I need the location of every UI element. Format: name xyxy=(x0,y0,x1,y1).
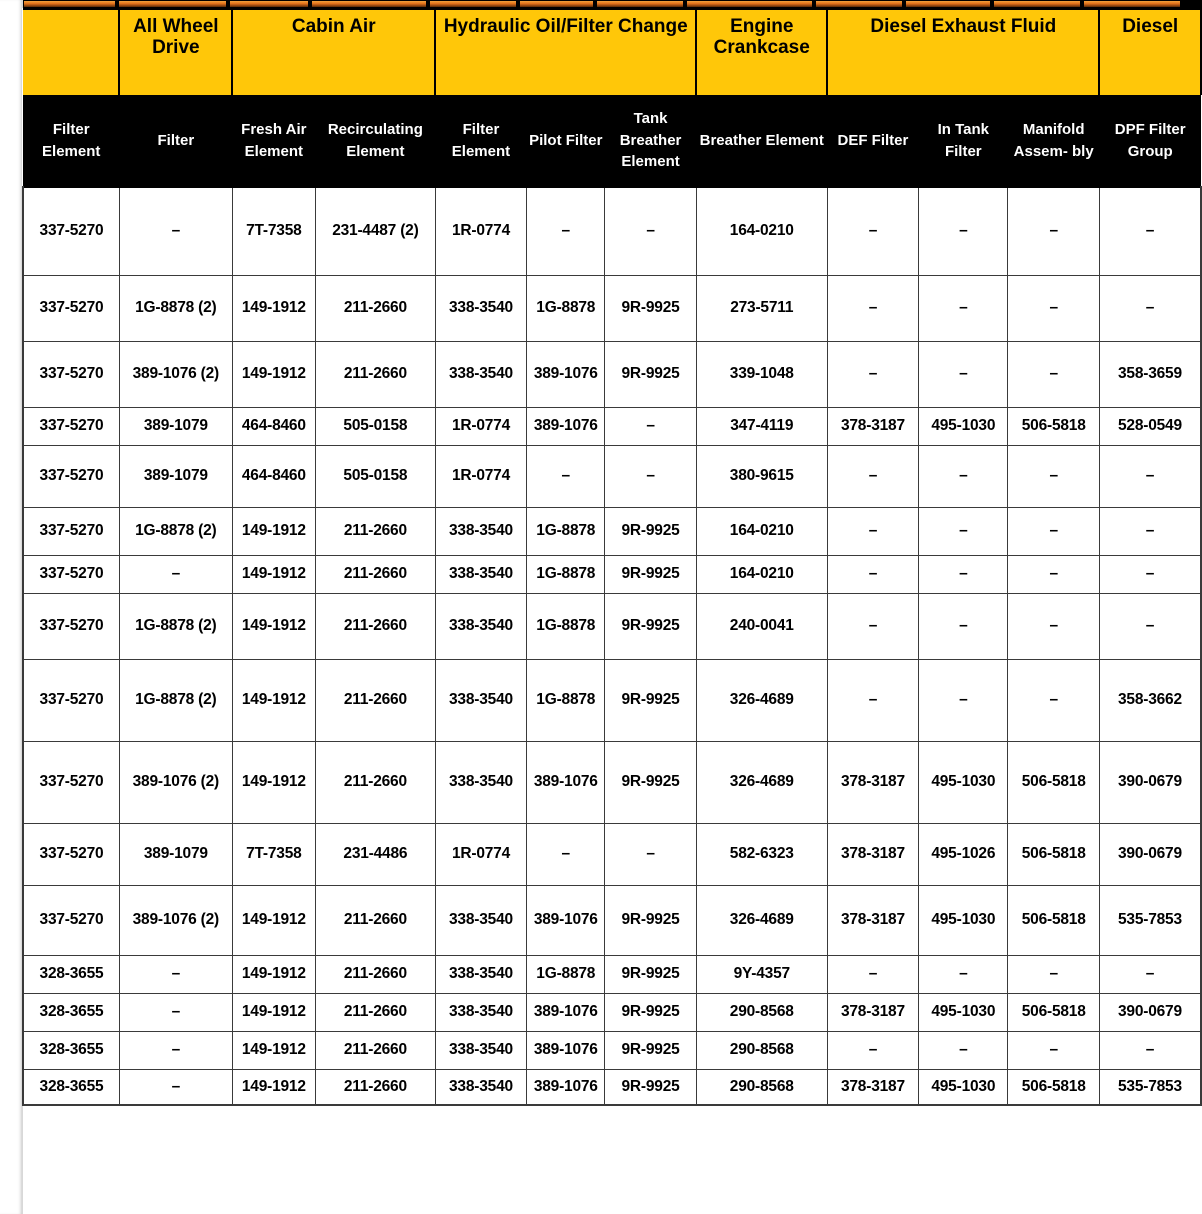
table-cell: 211-2660 xyxy=(315,341,435,407)
table-cell: 389-1076 xyxy=(527,1069,605,1105)
table-cell: – xyxy=(1099,187,1201,275)
table-cell: – xyxy=(919,187,1008,275)
table-cell: – xyxy=(1099,555,1201,593)
table-cell: 338-3540 xyxy=(435,659,526,741)
table-cell: 337-5270 xyxy=(23,593,119,659)
table-cell: 328-3655 xyxy=(23,955,119,993)
table-cell: – xyxy=(1008,555,1099,593)
table-cell: – xyxy=(919,341,1008,407)
table-cell: 389-1076 xyxy=(527,993,605,1031)
table-cell: 9R-9925 xyxy=(605,275,696,341)
table-cell: – xyxy=(119,1069,232,1105)
table-cell: 378-3187 xyxy=(827,1069,918,1105)
table-cell: 9R-9925 xyxy=(605,341,696,407)
table-row xyxy=(23,555,1201,593)
table-cell: 535-7853 xyxy=(1099,1069,1201,1105)
table-cell: – xyxy=(1008,275,1099,341)
table-cell: – xyxy=(827,187,918,275)
table-cell: 328-3655 xyxy=(23,1069,119,1105)
sliver-cell xyxy=(24,1,115,7)
table-cell: 9R-9925 xyxy=(605,885,696,955)
table-cell: 389-1076 xyxy=(527,341,605,407)
table-cell: – xyxy=(827,507,918,555)
table-cell: 337-5270 xyxy=(23,741,119,823)
sliver-cell xyxy=(119,1,226,7)
table-cell: 326-4689 xyxy=(696,659,827,741)
column-header-row xyxy=(23,95,1201,187)
column-header-0: Filter Element xyxy=(23,95,119,187)
table-cell: 505-0158 xyxy=(315,407,435,445)
cut-off-row-sliver xyxy=(0,0,1202,8)
table-cell: 337-5270 xyxy=(23,407,119,445)
column-header-8: DEF Filter xyxy=(827,95,918,187)
table-cell: 338-3540 xyxy=(435,955,526,993)
table-cell: 240-0041 xyxy=(696,593,827,659)
table-cell: – xyxy=(827,445,918,507)
table-cell: 1G-8878 xyxy=(527,659,605,741)
filter-reference-table xyxy=(22,8,1202,1106)
table-cell: 338-3540 xyxy=(435,993,526,1031)
table-cell: 1G-8878 (2) xyxy=(119,275,232,341)
table-row xyxy=(23,275,1201,341)
table-cell: 1R-0774 xyxy=(435,445,526,507)
table-cell: 338-3540 xyxy=(435,507,526,555)
table-cell: 339-1048 xyxy=(696,341,827,407)
table-cell: 389-1076 xyxy=(527,1031,605,1069)
table-cell: – xyxy=(827,659,918,741)
table-cell: – xyxy=(1008,445,1099,507)
table-cell: 9R-9925 xyxy=(605,1031,696,1069)
table-row xyxy=(23,955,1201,993)
table-cell: 464-8460 xyxy=(232,445,315,507)
table-row xyxy=(23,823,1201,885)
table-cell: 338-3540 xyxy=(435,741,526,823)
table-cell: 9R-9925 xyxy=(605,659,696,741)
table-cell: 211-2660 xyxy=(315,659,435,741)
table-cell: 338-3540 xyxy=(435,555,526,593)
sliver-cell xyxy=(687,1,812,7)
table-cell: – xyxy=(919,507,1008,555)
table-cell: 290-8568 xyxy=(696,1031,827,1069)
table-row xyxy=(23,993,1201,1031)
table-cell: 326-4689 xyxy=(696,741,827,823)
column-header-7: Breather Element xyxy=(696,95,827,187)
table-cell: – xyxy=(1099,275,1201,341)
table-cell: – xyxy=(527,187,605,275)
group-engine-crankcase: Engine Crankcase xyxy=(696,9,827,95)
table-cell: 1R-0774 xyxy=(435,407,526,445)
table-cell: 338-3540 xyxy=(435,1069,526,1105)
table-cell: 378-3187 xyxy=(827,993,918,1031)
table-cell: – xyxy=(919,1031,1008,1069)
table-cell: – xyxy=(827,1031,918,1069)
table-cell: 338-3540 xyxy=(435,275,526,341)
table-cell: – xyxy=(1008,659,1099,741)
column-header-11: DPF Filter Group xyxy=(1099,95,1201,187)
table-cell: 389-1079 xyxy=(119,407,232,445)
table-cell: – xyxy=(605,187,696,275)
group-blank xyxy=(23,9,119,95)
table-cell: 149-1912 xyxy=(232,955,315,993)
table-cell: – xyxy=(1099,955,1201,993)
sliver-cell xyxy=(597,1,683,7)
table-cell: 149-1912 xyxy=(232,1069,315,1105)
table-cell: 338-3540 xyxy=(435,1031,526,1069)
table-cell: 328-3655 xyxy=(23,993,119,1031)
table-cell: 338-3540 xyxy=(435,885,526,955)
table-cell: 1G-8878 (2) xyxy=(119,507,232,555)
table-cell: – xyxy=(605,823,696,885)
table-cell: 505-0158 xyxy=(315,445,435,507)
table-row xyxy=(23,593,1201,659)
column-header-10: Manifold Assem- bly xyxy=(1008,95,1099,187)
table-cell: 358-3659 xyxy=(1099,341,1201,407)
table-cell: 211-2660 xyxy=(315,1031,435,1069)
table-cell: 149-1912 xyxy=(232,555,315,593)
table-cell: 338-3540 xyxy=(435,341,526,407)
table-cell: 389-1076 xyxy=(527,885,605,955)
sliver-cell xyxy=(230,1,308,7)
table-body xyxy=(23,187,1201,1105)
table-cell: 337-5270 xyxy=(23,555,119,593)
table-cell: 338-3540 xyxy=(435,593,526,659)
column-header-2: Fresh Air Element xyxy=(232,95,315,187)
group-all-wheel-drive: All Wheel Drive xyxy=(119,9,232,95)
table-cell: 149-1912 xyxy=(232,741,315,823)
table-cell: – xyxy=(119,955,232,993)
table-cell: 1G-8878 xyxy=(527,555,605,593)
table-cell: – xyxy=(1008,341,1099,407)
sliver-cell xyxy=(816,1,902,7)
column-header-9: In Tank Filter xyxy=(919,95,1008,187)
table-cell: 273-5711 xyxy=(696,275,827,341)
table-cell: 337-5270 xyxy=(23,341,119,407)
table-cell: 506-5818 xyxy=(1008,993,1099,1031)
table-cell: 347-4119 xyxy=(696,407,827,445)
table-cell: 290-8568 xyxy=(696,993,827,1031)
table-cell: 495-1030 xyxy=(919,407,1008,445)
table-cell: – xyxy=(919,593,1008,659)
table-cell: – xyxy=(919,445,1008,507)
table-cell: 164-0210 xyxy=(696,507,827,555)
column-header-4: Filter Element xyxy=(435,95,526,187)
table-cell: – xyxy=(605,407,696,445)
table-cell: – xyxy=(1099,507,1201,555)
filter-reference-sheet xyxy=(0,8,1202,1106)
table-cell: 211-2660 xyxy=(315,741,435,823)
table-cell: 9R-9925 xyxy=(605,1069,696,1105)
table-cell: – xyxy=(919,555,1008,593)
table-cell: 390-0679 xyxy=(1099,993,1201,1031)
sliver-cell xyxy=(906,1,990,7)
group-diesel-exhaust-fluid: Diesel Exhaust Fluid xyxy=(827,9,1099,95)
table-cell: 211-2660 xyxy=(315,507,435,555)
table-cell: – xyxy=(527,445,605,507)
table-cell: – xyxy=(119,555,232,593)
table-cell: 389-1076 xyxy=(527,407,605,445)
table-cell: 337-5270 xyxy=(23,823,119,885)
table-cell: 9R-9925 xyxy=(605,993,696,1031)
table-cell: 337-5270 xyxy=(23,885,119,955)
group-diesel: Diesel xyxy=(1099,9,1201,95)
table-cell: – xyxy=(605,445,696,507)
table-cell: 535-7853 xyxy=(1099,885,1201,955)
table-cell: – xyxy=(827,555,918,593)
table-cell: 1G-8878 xyxy=(527,507,605,555)
table-row xyxy=(23,1069,1201,1105)
table-cell: 378-3187 xyxy=(827,741,918,823)
table-cell: – xyxy=(1008,507,1099,555)
table-cell: – xyxy=(827,275,918,341)
table-cell: 358-3662 xyxy=(1099,659,1201,741)
table-cell: 495-1030 xyxy=(919,885,1008,955)
table-cell: 7T-7358 xyxy=(232,187,315,275)
table-cell: 328-3655 xyxy=(23,1031,119,1069)
table-cell: 378-3187 xyxy=(827,885,918,955)
table-cell: 211-2660 xyxy=(315,555,435,593)
table-cell: – xyxy=(919,659,1008,741)
table-cell: – xyxy=(119,187,232,275)
table-cell: 211-2660 xyxy=(315,955,435,993)
sliver-cell xyxy=(430,1,516,7)
table-cell: 495-1030 xyxy=(919,993,1008,1031)
table-cell: 164-0210 xyxy=(696,187,827,275)
table-row xyxy=(23,885,1201,955)
table-cell: – xyxy=(1099,593,1201,659)
table-cell: – xyxy=(1099,1031,1201,1069)
table-cell: – xyxy=(1008,187,1099,275)
table-cell: 389-1076 xyxy=(527,741,605,823)
sliver-cell xyxy=(994,1,1080,7)
table-cell: 390-0679 xyxy=(1099,823,1201,885)
table-cell: 389-1079 xyxy=(119,823,232,885)
table-cell: 1R-0774 xyxy=(435,823,526,885)
table-cell: 528-0549 xyxy=(1099,407,1201,445)
table-cell: – xyxy=(919,955,1008,993)
table-cell: 506-5818 xyxy=(1008,823,1099,885)
table-cell: 464-8460 xyxy=(232,407,315,445)
group-header-row xyxy=(23,9,1201,95)
table-row xyxy=(23,659,1201,741)
table-cell: – xyxy=(827,341,918,407)
table-cell: 231-4487 (2) xyxy=(315,187,435,275)
table-cell: – xyxy=(1099,445,1201,507)
table-cell: – xyxy=(119,1031,232,1069)
table-cell: 326-4689 xyxy=(696,885,827,955)
table-cell: – xyxy=(527,823,605,885)
table-cell: 389-1076 (2) xyxy=(119,741,232,823)
table-cell: – xyxy=(919,275,1008,341)
sliver-cell xyxy=(520,1,593,7)
table-row xyxy=(23,187,1201,275)
table-cell: 337-5270 xyxy=(23,659,119,741)
sliver-cell xyxy=(1084,1,1180,7)
group-cabin-air: Cabin Air xyxy=(232,9,435,95)
table-cell: 495-1030 xyxy=(919,741,1008,823)
table-cell: – xyxy=(1008,1031,1099,1069)
table-cell: 211-2660 xyxy=(315,1069,435,1105)
table-cell: 149-1912 xyxy=(232,993,315,1031)
table-cell: 380-9615 xyxy=(696,445,827,507)
table-cell: 211-2660 xyxy=(315,275,435,341)
table-cell: 7T-7358 xyxy=(232,823,315,885)
table-cell: 149-1912 xyxy=(232,885,315,955)
table-cell: 149-1912 xyxy=(232,659,315,741)
table-cell: 506-5818 xyxy=(1008,885,1099,955)
table-cell: 1R-0774 xyxy=(435,187,526,275)
column-header-1: Filter xyxy=(119,95,232,187)
table-cell: 1G-8878 xyxy=(527,955,605,993)
table-cell: 149-1912 xyxy=(232,507,315,555)
table-cell: 337-5270 xyxy=(23,445,119,507)
table-row xyxy=(23,341,1201,407)
table-cell: 9R-9925 xyxy=(605,507,696,555)
table-cell: 290-8568 xyxy=(696,1069,827,1105)
table-cell: 337-5270 xyxy=(23,275,119,341)
table-cell: – xyxy=(1008,593,1099,659)
sliver-cell xyxy=(312,1,426,7)
table-cell: 149-1912 xyxy=(232,341,315,407)
table-cell: 1G-8878 (2) xyxy=(119,593,232,659)
table-cell: 211-2660 xyxy=(315,885,435,955)
table-cell: 1G-8878 (2) xyxy=(119,659,232,741)
column-header-3: Recirculating Element xyxy=(315,95,435,187)
table-cell: 9Y-4357 xyxy=(696,955,827,993)
table-cell: 1G-8878 xyxy=(527,275,605,341)
table-cell: 149-1912 xyxy=(232,275,315,341)
table-cell: 149-1912 xyxy=(232,593,315,659)
table-cell: – xyxy=(119,993,232,1031)
table-cell: 378-3187 xyxy=(827,823,918,885)
table-row xyxy=(23,1031,1201,1069)
table-cell: 9R-9925 xyxy=(605,593,696,659)
table-row xyxy=(23,507,1201,555)
table-cell: – xyxy=(827,955,918,993)
table-cell: 211-2660 xyxy=(315,993,435,1031)
table-cell: 9R-9925 xyxy=(605,741,696,823)
group-hydraulic-oil-filter-change: Hydraulic Oil/Filter Change xyxy=(435,9,696,95)
table-cell: 231-4486 xyxy=(315,823,435,885)
table-cell: 337-5270 xyxy=(23,507,119,555)
table-cell: 495-1026 xyxy=(919,823,1008,885)
table-cell: 582-6323 xyxy=(696,823,827,885)
table-cell: 390-0679 xyxy=(1099,741,1201,823)
column-header-5: Pilot Filter xyxy=(527,95,605,187)
table-cell: 211-2660 xyxy=(315,593,435,659)
table-cell: 389-1076 (2) xyxy=(119,885,232,955)
table-head xyxy=(23,9,1201,187)
table-cell: 506-5818 xyxy=(1008,407,1099,445)
table-cell: 495-1030 xyxy=(919,1069,1008,1105)
table-cell: – xyxy=(827,593,918,659)
table-cell: – xyxy=(1008,955,1099,993)
table-cell: 506-5818 xyxy=(1008,741,1099,823)
table-cell: 149-1912 xyxy=(232,1031,315,1069)
table-cell: 9R-9925 xyxy=(605,555,696,593)
table-cell: 9R-9925 xyxy=(605,955,696,993)
table-cell: 1G-8878 xyxy=(527,593,605,659)
table-cell: 389-1076 (2) xyxy=(119,341,232,407)
table-cell: 378-3187 xyxy=(827,407,918,445)
table-cell: 389-1079 xyxy=(119,445,232,507)
table-row xyxy=(23,445,1201,507)
table-cell: 337-5270 xyxy=(23,187,119,275)
column-header-6: Tank Breather Element xyxy=(605,95,696,187)
table-cell: 506-5818 xyxy=(1008,1069,1099,1105)
table-row xyxy=(23,407,1201,445)
table-row xyxy=(23,741,1201,823)
table-cell: 164-0210 xyxy=(696,555,827,593)
